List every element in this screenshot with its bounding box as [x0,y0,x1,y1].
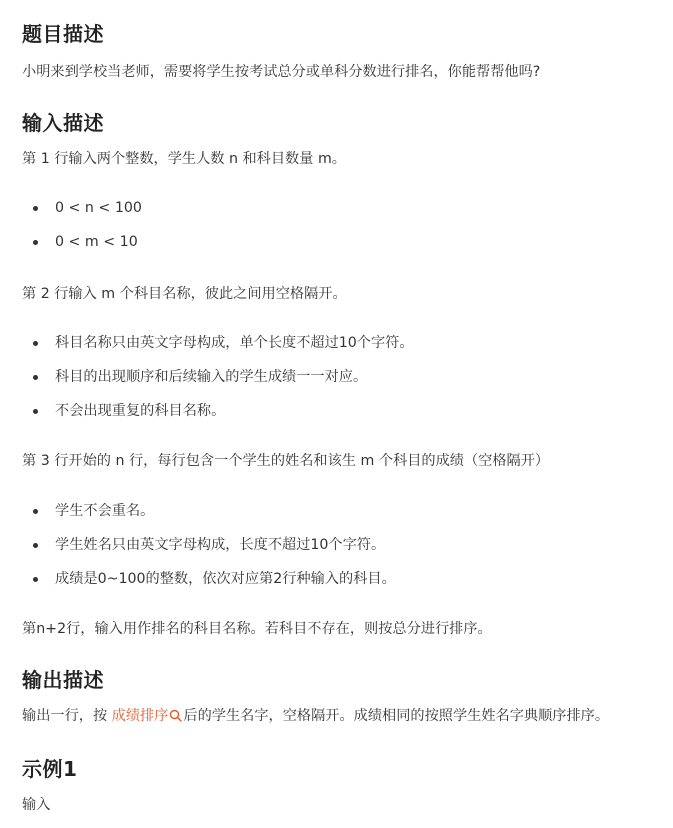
input-line-2: 第 2 行输入 m 个科目名称，彼此之间用空格隔开。 [22,286,347,302]
list-item: 0 < m < 10 [22,231,142,253]
list-item: 学生姓名只由英文字母构成，长度不超过10个字符。 [22,534,396,556]
bullet-icon [33,341,38,346]
list-item: 不会出现重复的科目名称。 [22,400,414,422]
input-list-1 [22,197,142,253]
score-sort-link[interactable]: 成绩排序 [111,708,169,724]
output-prefix: 输出一行，按 [22,708,112,724]
example-input-label: 输入 [22,797,51,813]
input-line-4: 第n+2行，输入用作排名的科目名称。若科目不存在，则按总分进行排序。 [22,621,492,637]
bullet-icon [33,543,38,548]
section-title-problem: 题目描述 [22,22,104,46]
list-item: 成绩是0~100的整数，依次对应第2行种输入的科目。 [22,568,396,590]
list-item: 学生不会重名。 [22,500,396,522]
bullet-icon [33,409,38,414]
list-item: 科目名称只由英文字母构成，单个长度不超过10个字符。 [22,332,414,354]
search-icon[interactable] [169,709,182,722]
bullet-icon [33,577,38,582]
list-item: 0 < n < 100 [22,197,142,219]
input-line-1: 第 1 行输入两个整数，学生人数 n 和科目数量 m。 [22,151,346,167]
bullet-icon [33,206,38,211]
problem-text: 小明来到学校当老师，需要将学生按考试总分或单科分数进行排名，你能帮帮他吗? [22,64,541,80]
bullet-icon [33,240,38,245]
input-line-3: 第 3 行开始的 n 行，每行包含一个学生的姓名和该生 m 个科目的成绩（空格隔开） [22,453,550,469]
output-suffix: 后的学生名字，空格隔开。成绩相同的按照学生姓名字典顺序排序。 [183,708,610,724]
input-list-3 [22,500,396,590]
input-list-2 [22,332,414,422]
list-item: 科目的出现顺序和后续输入的学生成绩一一对应。 [22,366,414,388]
bullet-icon [33,509,38,514]
output-text [22,705,609,727]
section-title-output: 输出描述 [22,668,104,692]
section-title-input: 输入描述 [22,111,104,135]
section-title-example: 示例1 [22,757,78,781]
bullet-icon [33,375,38,380]
